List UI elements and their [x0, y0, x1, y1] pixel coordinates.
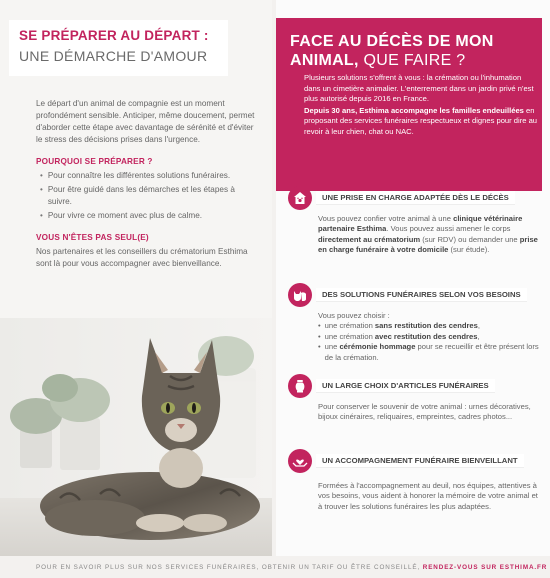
- left-panel: [0, 0, 272, 556]
- item-pre: une crémation: [324, 321, 375, 331]
- section-head: [288, 449, 550, 473]
- section-articles: [288, 374, 550, 423]
- section-body: [318, 214, 544, 256]
- why-item: [40, 170, 256, 182]
- item-post: ,: [477, 321, 481, 331]
- body-text: Vous pouvez confier votre animal à une: [318, 214, 454, 223]
- section-title: DES SOLUTIONS FUNÉRAIRES SELON VOS BESOINS: [316, 288, 527, 302]
- house-paw-icon: [288, 186, 312, 210]
- footer: [0, 557, 550, 578]
- emphasis-text: clinique vétérinaire partenaire Esthima: [318, 214, 523, 234]
- left-title-box: [9, 20, 228, 76]
- item-post: ,: [477, 331, 480, 341]
- why-item: [40, 210, 256, 222]
- right-title-rest: QUE FAIRE ?: [358, 52, 466, 69]
- bullet: •: [318, 331, 321, 341]
- emphasis-text: directement au crématorium: [318, 234, 421, 244]
- section-body: [318, 311, 544, 363]
- right-intro-p2-rest: en proposant des services funéraires respectueux et dignes pour dire au revoir à leur chien, chat ou NAC.: [304, 105, 538, 136]
- emphasis-text: prise en charge funéraire à votre domicile: [318, 234, 538, 255]
- why-item-text: Pour connaître les différentes solutions funéraires.: [47, 171, 231, 180]
- item-bold: cérémonie hommage: [339, 342, 416, 352]
- solution-item-text: [325, 321, 480, 331]
- body-text: (sur RDV) ou demander une: [420, 234, 520, 244]
- section-prise-en-charge: [288, 186, 550, 256]
- alone-heading: VOUS N'ÊTES PAS SEUL(E): [36, 233, 149, 242]
- section-head: [288, 283, 550, 307]
- solution-item-text: [325, 342, 544, 363]
- right-title-bold: ANIMAL,: [290, 52, 359, 69]
- right-header-box: [276, 18, 542, 191]
- solutions-list: [318, 321, 544, 363]
- section-solutions: [288, 283, 550, 363]
- left-title-line2: UNE DÉMARCHE D'AMOUR: [19, 48, 208, 64]
- urn-icon: [288, 374, 312, 398]
- bullet: •: [318, 321, 321, 331]
- left-title-line1: SE PRÉPARER AU DÉPART :: [19, 28, 209, 43]
- footer-text: POUR EN SAVOIR PLUS SUR NOS SERVICES FUNÉRAIRES, OBTENIR UN TARIF OU ÊTRE CONSEILLÉ,: [36, 564, 423, 571]
- cat-photo: [0, 318, 272, 556]
- item-pre: une crémation: [324, 331, 375, 341]
- right-panel: [276, 0, 550, 556]
- right-intro: [304, 73, 538, 139]
- section-accompagnement: [288, 449, 550, 512]
- solution-item: [318, 332, 544, 342]
- left-body: [36, 98, 256, 280]
- left-intro: Le départ d'un animal de compagnie est un moment profondément sensible. Anticiper, même doucement, permet d'aborder cette étape avec davantage de sérénité et d'éviter le stress des décisions prises dans l'urgence.: [36, 99, 255, 144]
- item-pre: une: [324, 342, 340, 352]
- solution-item: [318, 342, 544, 363]
- item-bold: avec restitution des cendres: [374, 331, 478, 341]
- section-lead: Vous pouvez choisir :: [318, 311, 390, 320]
- why-item-text: Pour vivre ce moment avec plus de calme.: [47, 211, 203, 220]
- section-head: [288, 186, 550, 210]
- why-list: [40, 170, 256, 222]
- right-title-line1: FACE AU DÉCÈS DE MON: [290, 33, 494, 50]
- body-text: . Vous pouvez aussi amener le corps: [386, 224, 511, 234]
- section-body: Pour conserver le souvenir de votre animal : urnes décoratives, bijoux cinéraires, reliquaires, empreintes, cadres photos...: [318, 402, 531, 422]
- section-title: UN LARGE CHOIX D'ARTICLES FUNÉRAIRES: [316, 379, 495, 393]
- section-title: UNE PRISE EN CHARGE ADAPTÉE DÈS LE DÉCÈS: [316, 191, 515, 205]
- right-intro-p2-bold: Depuis 30 ans, Esthima accompagne les familles endeuillées: [304, 105, 524, 115]
- bullet: •: [40, 171, 43, 180]
- solution-item-text: [325, 332, 480, 342]
- footer-link[interactable]: RENDEZ-VOUS SUR ESTHIMA.FR: [422, 564, 548, 571]
- item-bold: sans restitution des cendres: [374, 321, 478, 331]
- right-intro-p1: Plusieurs solutions s'offrent à vous : la crémation ou l'inhumation dans un cimetière animalier. L'enterrement dans un jardin privé n'est plus autorisé depuis 2016 en France.: [304, 73, 534, 104]
- item-post: pour se recueillir et être présent lors de la crémation.: [324, 342, 539, 362]
- right-intro-p2: [304, 106, 538, 138]
- alone-text: Nos partenaires et les conseillers du crématorium Esthima sont là pour vous accompagner avec bienveillance.: [36, 247, 248, 268]
- section-title: UN ACCOMPAGNEMENT FUNÉRAIRE BIENVEILLANT: [316, 454, 524, 468]
- section-head: [288, 374, 550, 398]
- why-heading: POURQUOI SE PRÉPARER ?: [36, 157, 153, 166]
- bullet: •: [318, 342, 321, 352]
- cat-dog-icon: [288, 283, 312, 307]
- section-body: Formées à l'accompagnement au deuil, nos équipes, attentives à vos besoins, vous aident à honorer la mémoire de votre animal et à trouver les solutions funéraires les plus adaptées.: [318, 481, 538, 511]
- hands-heart-icon: [288, 449, 312, 473]
- bullet: •: [40, 211, 43, 220]
- why-item: [40, 184, 256, 208]
- bullet: •: [40, 185, 43, 194]
- solution-item: [318, 321, 544, 331]
- body-text: (sur étude).: [448, 245, 490, 255]
- why-item-text: Pour être guidé dans les démarches et les étapes à suivre.: [47, 185, 235, 206]
- right-title-line2: [290, 51, 466, 70]
